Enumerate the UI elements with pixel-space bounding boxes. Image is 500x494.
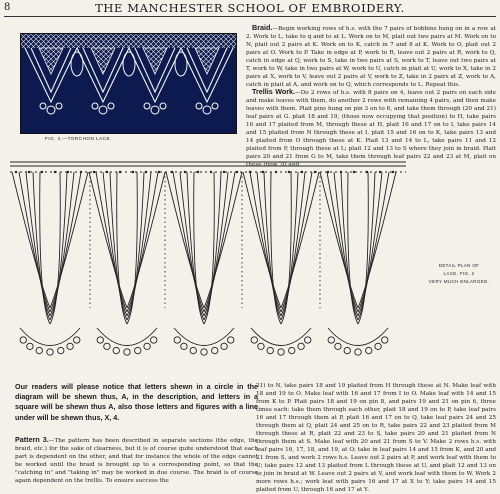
- plan-picot-ring: [20, 337, 26, 343]
- plan-picot-ring: [382, 337, 388, 343]
- plan-picot-ring: [258, 343, 264, 349]
- pattern-3-paragraph: [15, 435, 258, 484]
- plan-caption-line-2: LACE, FIG. 2: [443, 271, 475, 276]
- plan-pin-dot: [158, 171, 160, 173]
- plan-picot-ring: [355, 349, 361, 355]
- plan-trellis-curve: [341, 172, 358, 320]
- braid-text: —Begin working rows of h.s. with the 7 pairs of bobbins hung on in a row at 2. Work to L, take to q and to at L. Work on to M, plait out two pairs at M. Work on to N, plait out 2 pairs at K. Work on to K, catch in 7 and 8 at K. Work to O, plait out 2 pairs at O. Work to P. Take in edge at P, work to R, leave out 2 pairs at R, work to Q, catch in edge at Q, work to S, take in two pairs at S, work to T, leave out two pairs at T, work to W, take in two pairs at W, work to U, catch in plait at U, work to X, take in 2 pairs at X, work to V, leave out 2 pairs at V, work to Z, take in 2 pairs at Z, work to A, catch in plait at A, and work on to Q, which corresponds to L. Repeat this.: [246, 26, 496, 89]
- trellis-text: —Do 2 rows of h.s. with 8 pairs on 4, leave out 2 pairs on each side and make leaves with them, do another 2 rows with remaining 4 pairs, and then make leaves with them. Plait pins hung on pin 3 on to 6, and take them through (20 and 21) leaf pairs at G. plait 18 and 19, (those now occupying that position) to H, take pairs 16 and 17 plaited from M, through these at H, plait 16 and 17 on to I, take pairs 14 and 15 plaited from N through these at I, plait 15 and 16 on to K, take pairs 13 and 14 plaited from O through these at K. Plait 13 and 14 to L, take pairs 11 and 12 plaited from P, through these at L; plait 12 and 13 to S where they join in braid. Plait pairs 20 and 21 from G to M, take them through leaf pairs 22 and 23 at M, plait on these (now 20 and: [246, 90, 496, 169]
- plan-trellis-curve: [50, 172, 67, 320]
- plan-pin-dot: [145, 171, 147, 173]
- plan-picot-ring: [97, 337, 103, 343]
- plan-picot-ring: [298, 343, 304, 349]
- plan-pin-dot: [314, 171, 316, 173]
- plan-trellis-curve: [103, 172, 127, 316]
- readers-notice: Our readers will please notice that letters shewn in a circle in the diagram will be shewn thus, A, in the description, and letters in a square will be shewn thus A, also those letters and figures with a line under will be shewn thus, X, 4.: [15, 382, 258, 422]
- plan-picot-ring: [328, 337, 334, 343]
- plan-picot-ring: [47, 349, 53, 355]
- plan-pin-dot: [184, 171, 186, 173]
- plan-pin-dot: [67, 171, 69, 173]
- running-title: THE MANCHESTER SCHOOL OF EMBROIDERY.: [95, 1, 405, 15]
- plan-pin-dot: [262, 171, 264, 173]
- plan-pin-dot: [275, 171, 277, 173]
- plan-trellis-curve: [187, 172, 204, 320]
- plan-picot-ring: [366, 347, 372, 353]
- lace-photo-illustration: [21, 34, 236, 133]
- plan-picot-ring: [335, 343, 341, 349]
- plan-trellis-curve: [358, 172, 382, 316]
- plan-caption-line-1: DETAIL PLAN OF: [438, 263, 480, 268]
- pattern-3-heading: Pattern 3.: [15, 435, 49, 444]
- plan-pin-dot: [197, 171, 199, 173]
- plan-picot-ring: [181, 343, 187, 349]
- page-number: 8: [4, 2, 11, 13]
- plan-picot-ring: [104, 343, 110, 349]
- plan-picot-ring: [67, 343, 73, 349]
- plan-picot-ring: [174, 337, 180, 343]
- trellis-heading: Trellis Work.: [252, 87, 296, 96]
- plan-trellis-curve: [127, 172, 144, 320]
- plan-pin-dot: [392, 171, 394, 173]
- plan-trellis-curve: [264, 172, 281, 320]
- lace-detail-plan-diagram: [10, 158, 406, 368]
- plan-picot-ring: [58, 347, 64, 353]
- plan-trellis-curve: [33, 172, 50, 320]
- plan-trellis-curve: [358, 172, 375, 320]
- plan-picot-ring: [228, 337, 234, 343]
- plan-picot-ring: [113, 347, 119, 353]
- plan-pin-dot: [28, 171, 30, 173]
- plan-trellis-curve: [334, 172, 358, 316]
- braid-paragraph: [246, 24, 496, 88]
- plan-picot-ring: [36, 347, 42, 353]
- plan-pin-dot: [132, 171, 134, 173]
- plan-pin-dot: [301, 171, 303, 173]
- plan-pin-dot: [106, 171, 108, 173]
- plan-picot-ring: [289, 347, 295, 353]
- plan-pin-dot: [223, 171, 225, 173]
- plan-picot-ring: [212, 347, 218, 353]
- plan-picot-ring: [135, 347, 141, 353]
- plan-picot-ring: [190, 347, 196, 353]
- plan-pin-dot: [249, 171, 251, 173]
- plan-pin-dot: [80, 171, 82, 173]
- plan-picot-ring: [278, 349, 284, 355]
- pattern-3-text: —The pattern has been described in separate sections (the edge, the braid, etc.) for the sake of clearness, but it is of course quite understood that each part is dependent on the other, and that for instance the whole of the edge cannot be worked until the braid is brought up to a corresponding point, so that the "catching in" and "taking in" may be worked in due course. The braid is of course again dependent on the trellis. To ensure success the: [15, 438, 258, 484]
- plan-trellis-curve: [204, 172, 228, 316]
- plan-picot-ring: [144, 343, 150, 349]
- plan-pin-dot: [93, 171, 95, 173]
- plan-picot-ring: [201, 349, 207, 355]
- plan-pin-dot: [327, 171, 329, 173]
- plan-trellis-curve: [204, 172, 221, 320]
- plan-trellis-curve: [26, 172, 50, 316]
- plan-picot-ring: [151, 337, 157, 343]
- plan-trellis-curve: [281, 172, 298, 320]
- torchon-lace-photo: [20, 33, 237, 134]
- plan-caption-line-3: VERY MUCH ENLARGED.: [428, 279, 490, 284]
- plan-pin-dot: [288, 171, 290, 173]
- plan-trellis-curve: [127, 172, 151, 316]
- plan-trellis-curve: [257, 172, 281, 316]
- plan-picot-ring: [27, 343, 33, 349]
- plan-pin-dot: [41, 171, 43, 173]
- plan-picot-ring: [74, 337, 80, 343]
- plan-picot-ring: [251, 337, 257, 343]
- plan-caption: [418, 262, 500, 286]
- plan-picot-ring: [375, 343, 381, 349]
- plan-pin-dot: [171, 171, 173, 173]
- braid-heading: Braid.: [252, 23, 273, 32]
- plan-pin-dot: [379, 171, 381, 173]
- diagram-drawing: [10, 158, 406, 368]
- plan-picot-ring: [124, 349, 130, 355]
- plan-pin-dot: [340, 171, 342, 173]
- plan-pin-dot: [210, 171, 212, 173]
- plan-picot-ring: [267, 347, 273, 353]
- plan-trellis-curve: [50, 172, 74, 316]
- plan-trellis-curve: [281, 172, 305, 316]
- plan-picot-ring: [344, 347, 350, 353]
- plan-trellis-curve: [110, 172, 127, 320]
- plan-pin-dot: [54, 171, 56, 173]
- plan-picot-ring: [305, 337, 311, 343]
- plan-pin-dot: [236, 171, 238, 173]
- plan-trellis-curve: [180, 172, 204, 316]
- header-rule: [4, 16, 496, 17]
- continuation-paragraph: 21) to N, take pairs 18 and 19 plaited from H through these at N. Make leaf with 18 and 19 to O. Make leaf with 16 and 17 from I to O. Make leaf with 14 and 15 from K to P. Plait pairs 18 and 19 on pin 8, and pairs 19 and 21 on pin 6, three times each: take them through each other, plait 18 and 19 on to P, take leaf pairs 16 and 17 through them at P, plait 16 and 17 on to Q, take leaf pairs 24 and 25 through them at Q, plait 24 and 25 on to R, take pairs 22 and 23 plaited from M through these at R, plait 22 and 23 to S, take pairs 20 and 21 plaited from N through them at S. Make leaf with 20 and 21 from S to V. Make 2 rows h.s. with leaf pairs 16, 17, 18, and 19, at O; take in leaf pairs 14 and 15 from K, and 20 and 21 from S, and work 2 rows h.s. Leave out 2 pairs at P, and work leaf with them to U; take pairs 12 and 13 plaited from L through these at U, and plait 12 and 13 on to join in braid at W. Leave out 2 pairs at V, and work leaf with them to W. Work 2 more rows h.s.; work leaf with pairs 16 and 17 at X to Y; take pairs 14 and 15 plaited from U, through 16 and 17 at Y.: [256, 383, 496, 493]
- photo-caption: FIG. 2.—TORCHON LACE.: [45, 136, 112, 141]
- plan-picot-ring: [221, 343, 227, 349]
- plan-pin-dot: [366, 171, 368, 173]
- plan-pin-dot: [119, 171, 121, 173]
- plan-pin-dot: [15, 171, 17, 173]
- plan-pin-dot: [353, 171, 355, 173]
